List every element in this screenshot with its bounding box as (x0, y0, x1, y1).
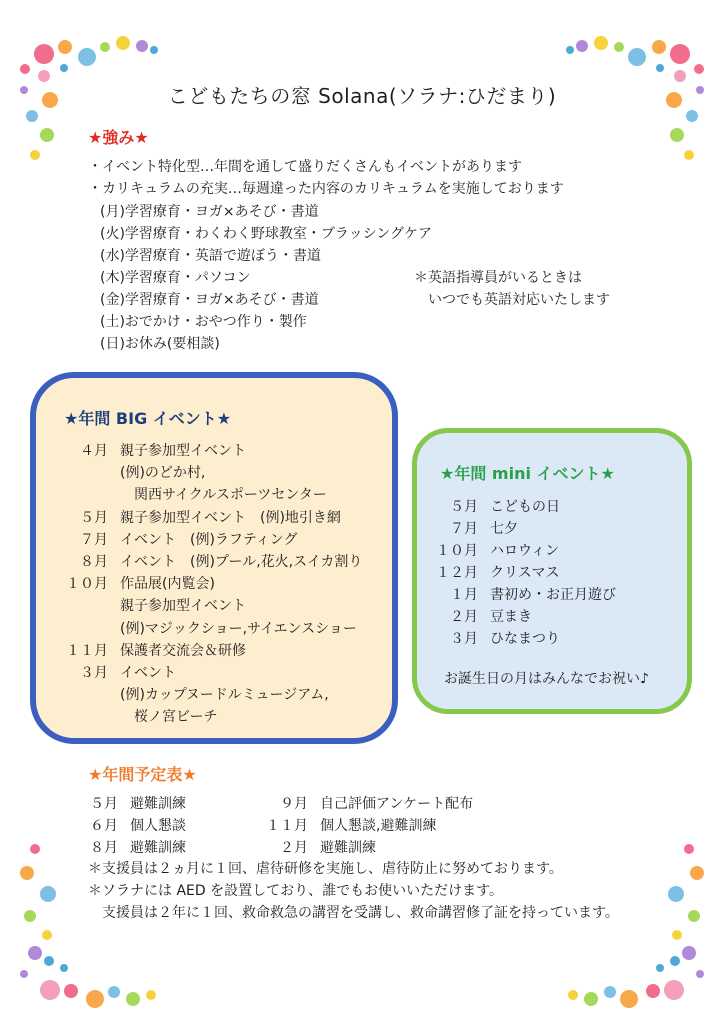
mini-event-text: 七夕 (490, 521, 518, 537)
schedule-day: (火)学習療育・わくわく野球教室・ブラッシングケア (100, 226, 433, 242)
decor-dot (60, 64, 68, 72)
decor-dot (668, 886, 684, 902)
decor-dot (684, 844, 694, 854)
mini-events-heading: ★年間 mini イベント★ (440, 464, 615, 483)
decor-dot (58, 40, 72, 54)
mini-event-text: こどもの日 (490, 499, 560, 515)
decor-dot (24, 910, 36, 922)
decor-dot (150, 46, 158, 54)
decor-dot (146, 990, 156, 1000)
english-note: いつでも英語対応いたします (428, 292, 610, 308)
annual-right-month: １１月 (266, 818, 308, 834)
annual-left-month: ５月 (90, 796, 118, 812)
decor-dot (670, 128, 684, 142)
annual-right-text: 個人懇談,避難訓練 (320, 818, 437, 834)
annual-left-month: ６月 (90, 818, 118, 834)
annual-left-month: ８月 (90, 840, 118, 856)
decor-dot (614, 42, 624, 52)
schedule-day: (水)学習療育・英語で遊ぼう・書道 (100, 248, 321, 264)
decor-dot (656, 64, 664, 72)
decor-dot (670, 44, 690, 64)
big-event-month: ３月 (80, 665, 108, 681)
big-event-text: 親子参加型イベント (120, 443, 246, 459)
big-event-month: ８月 (80, 554, 108, 570)
decor-dot (696, 970, 704, 978)
annual-note: 支援員は２年に１回、救命救急の講習を受講し、救命講習修了証を持っています。 (88, 905, 619, 921)
decor-dot (604, 986, 616, 998)
big-event-text: 桜ノ宮ビーチ (120, 709, 218, 726)
mini-event-text: ひなまつり (490, 631, 560, 647)
annual-note: ＊支援員は２ヵ月に１回、虐待研修を実施し、虐待防止に努めております。 (88, 861, 563, 877)
annual-right-text: 避難訓練 (320, 840, 376, 856)
schedule-day: (木)学習療育・パソコン (100, 270, 251, 286)
strength-bullet: ・カリキュラムの充実…毎週違った内容のカリキュラムを実施しております (88, 181, 564, 197)
decor-dot (672, 930, 682, 940)
decor-dot (42, 930, 52, 940)
decor-dot (40, 128, 54, 142)
decor-dot (20, 970, 28, 978)
decor-dot (664, 980, 684, 1000)
mini-event-text: 豆まき (490, 609, 532, 625)
big-event-text: イベント (120, 665, 176, 681)
decor-dot (584, 992, 598, 1006)
page-title: こどもたちの窓 Solana(ソラナ:ひだまり) (167, 84, 557, 108)
mini-event-month: ２月 (450, 609, 478, 625)
annual-right-text: 自己評価アンケート配布 (320, 796, 474, 812)
decor-dot (646, 984, 660, 998)
mini-event-text: ハロウィン (490, 543, 560, 559)
decor-dot (26, 110, 38, 122)
annual-left-text: 避難訓練 (130, 840, 186, 856)
big-event-text: (例)マジックショー,サイエンスショー (120, 620, 357, 637)
mini-event-text: クリスマス (490, 565, 560, 581)
big-event-text: 作品展(内覧会) (120, 576, 215, 593)
birthday-note: お誕生日の月はみんなでお祝い♪ (444, 671, 649, 687)
decor-dot (682, 946, 696, 960)
strength-bullet: ・イベント特化型…年間を通して盛りだくさんもイベントがあります (88, 159, 522, 175)
big-event-text: イベント (例)ラフティング (120, 531, 298, 548)
decor-dot (566, 46, 574, 54)
annual-note: ＊ソラナには AED を設置しており、誰でもお使いいただけます。 (88, 883, 503, 899)
decor-dot (30, 150, 40, 160)
english-note: ＊英語指導員がいるときは (414, 270, 582, 286)
decor-dot (28, 946, 42, 960)
decor-dot (694, 64, 704, 74)
big-events-heading: ★年間 BIG イベント★ (64, 409, 232, 428)
decor-dot (34, 44, 54, 64)
mini-event-month: １０月 (436, 543, 478, 559)
schedule-day: (日)お休み(要相談) (100, 336, 220, 352)
schedule-day: (金)学習療育・ヨガ×あそび・書道 (100, 292, 319, 308)
schedule-day: (土)おでかけ・おやつ作り・製作 (100, 314, 307, 330)
decor-dot (652, 40, 666, 54)
annual-heading: ★年間予定表★ (88, 765, 197, 784)
annual-right-month: ２月 (280, 840, 308, 856)
decor-dot (690, 866, 704, 880)
decor-dot (670, 956, 680, 966)
big-event-month: １１月 (66, 642, 108, 659)
decor-dot (20, 866, 34, 880)
annual-right-month: ９月 (280, 796, 308, 812)
big-event-text: (例)のどか村, (120, 465, 206, 482)
decor-dot (136, 40, 148, 52)
decor-dot (44, 956, 54, 966)
mini-event-text: 書初め・お正月遊び (490, 587, 616, 603)
decor-dot (86, 990, 104, 1008)
big-event-month: ５月 (80, 509, 108, 526)
strengths-heading: ★強み★ (88, 128, 149, 147)
corner-dots-bottom-right (554, 830, 724, 1024)
decor-dot (78, 48, 96, 66)
decor-dot (40, 886, 56, 902)
annual-left-text: 避難訓練 (130, 796, 186, 812)
decor-dot (628, 48, 646, 66)
mini-event-month: ５月 (450, 499, 478, 515)
big-event-month: １０月 (66, 576, 108, 593)
annual-left-text: 個人懇談 (130, 818, 186, 834)
decor-dot (576, 40, 588, 52)
mini-event-month: ７月 (450, 521, 478, 537)
decor-dot (30, 844, 40, 854)
decor-dot (684, 150, 694, 160)
mini-event-month: ３月 (450, 631, 478, 647)
decor-dot (686, 110, 698, 122)
big-event-text: 親子参加型イベント (120, 598, 246, 615)
decor-dot (20, 64, 30, 74)
decor-dot (568, 990, 578, 1000)
big-event-month: ７月 (80, 531, 108, 548)
mini-event-month: １２月 (436, 565, 478, 581)
decor-dot (108, 986, 120, 998)
decor-dot (656, 964, 664, 972)
big-event-text: (例)カップヌードルミュージアム, (120, 687, 329, 704)
decor-dot (64, 984, 78, 998)
big-event-text: 親子参加型イベント (例)地引き網 (120, 509, 341, 526)
big-event-text: 保護者交流会＆研修 (120, 642, 246, 659)
mini-event-month: １月 (450, 587, 478, 603)
decor-dot (688, 910, 700, 922)
decor-dot (126, 992, 140, 1006)
decor-dot (620, 990, 638, 1008)
big-event-text: 関西サイクルスポーツセンター (120, 487, 327, 504)
decor-dot (116, 36, 130, 50)
decor-dot (100, 42, 110, 52)
big-event-text: イベント (例)プール,花火,スイカ割り (120, 554, 363, 570)
decor-dot (60, 964, 68, 972)
decor-dot (594, 36, 608, 50)
schedule-day: (月)学習療育・ヨガ×あそび・書道 (100, 204, 319, 220)
decor-dot (40, 980, 60, 1000)
big-event-month: ４月 (80, 443, 108, 459)
